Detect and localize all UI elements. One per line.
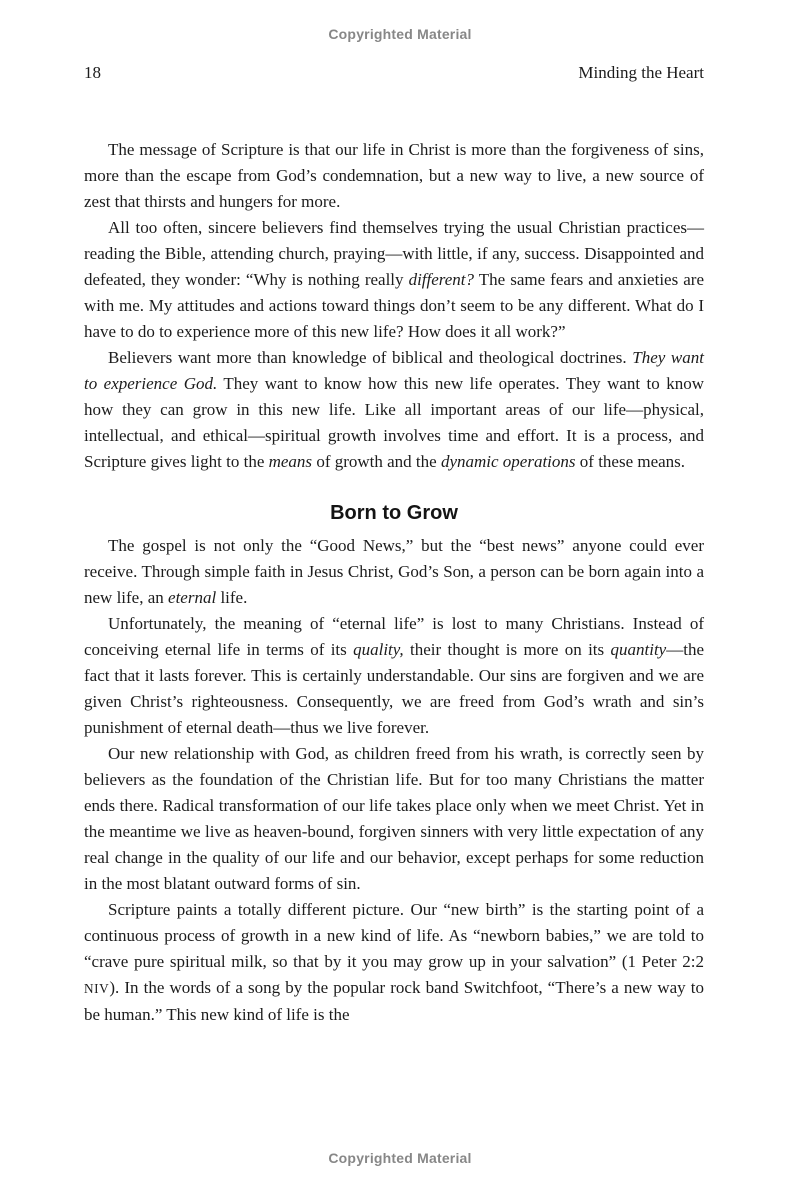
text-run: The gospel is not only the “Good News,” but the “best news” anyone could ever receive. Through simple faith in Jesus Christ, God’s Son, a person can be born again into a new life, an (84, 536, 704, 607)
paragraph (84, 215, 704, 345)
text-run: All too often, sincere believers find themselves trying the usual Christian practices—reading the Bible, attending church, praying—with little, if any, success. Disappointed and defeated, they wonder: “Why is nothing really (84, 218, 704, 289)
text-run: their thought is more on its (403, 640, 611, 659)
paragraph (84, 741, 704, 897)
text-run: —the fact that it lasts forever. This is certainly understandable. Our sins are forgiven and we are given Christ’s righteousness. Consequently, we are freed from God’s wrath and sin’s punishment of eternal death—thus we live forever. (84, 640, 704, 737)
text-run: Scripture paints a totally different picture. Our “new birth” is the starting point of a continuous process of growth in a new kind of life. As “newborn babies,” we are told to “crave pure spiritual milk, so that by it you may grow up in your salvation” (1 Peter 2:2 (84, 900, 704, 971)
text-run-italic: They want to experience God. (84, 348, 704, 393)
page-body (84, 137, 704, 1028)
paragraph (84, 345, 704, 475)
text-run: Believers want more than knowledge of biblical and theological doctrines. (108, 348, 633, 367)
text-run: They want to know how this new life operates. They want to know how they can grow in this new life. Like all important areas of our life—physical, intellectual, and ethical—spiritual growth involves time and effort. It is a process, and Scripture gives light to the (84, 374, 704, 471)
text-run: of growth and the (312, 452, 441, 471)
text-run-italic: quality, (353, 640, 404, 659)
text-run: life. (216, 588, 248, 607)
text-run: The same fears and anxieties are with me. My attitudes and actions toward things don’t seem to be any different. What do I have to do to experience more of this new life? How does it all work?” (84, 270, 704, 341)
copyright-notice-top: Copyrighted Material (328, 26, 472, 42)
text-run: of these means. (575, 452, 686, 471)
page-number: 18 (84, 63, 101, 82)
paragraph (84, 897, 704, 1028)
copyright-notice-bottom: Copyrighted Material (328, 1150, 472, 1166)
text-run: ). In the words of a song by the popular rock band Switchfoot, “There’s a new way to be human.” This new kind of life is the (84, 978, 704, 1024)
text-run: Our new relationship with God, as children freed from his wrath, is correctly seen by believers as the foundation of the Christian life. But for too many Christians the matter ends there. Radical transformation of our life takes place only when we meet Christ. Yet in the meantime we live as heaven-bound, forgiven sinners with very little expectation of any real change in the quality of our life and our behavior, except perhaps for some reduction in the most blatant outward forms of sin. (84, 744, 704, 893)
section-heading: Born to Grow (330, 502, 458, 524)
running-header (84, 63, 704, 83)
text-run-italic: means (268, 452, 313, 471)
text-run-italic: dynamic operations (440, 452, 576, 471)
running-title: Minding the Heart (578, 63, 704, 82)
paragraph (84, 533, 704, 611)
text-run-italic: different? (408, 270, 475, 289)
text-run-italic: quantity (610, 640, 667, 659)
text-run-smallcaps: NIV (84, 981, 110, 996)
text-run: The message of Scripture is that our life in Christ is more than the forgiveness of sins, more than the escape from God’s condemnation, but a new way to live, a new source of zest that thirsts and hungers for more. (84, 140, 704, 211)
paragraph (84, 611, 704, 741)
paragraph (84, 137, 704, 215)
text-run-italic: eternal (168, 588, 217, 607)
text-run: Unfortunately, the meaning of “eternal life” is lost to many Christians. Instead of conceiving eternal life in terms of its (84, 614, 704, 659)
